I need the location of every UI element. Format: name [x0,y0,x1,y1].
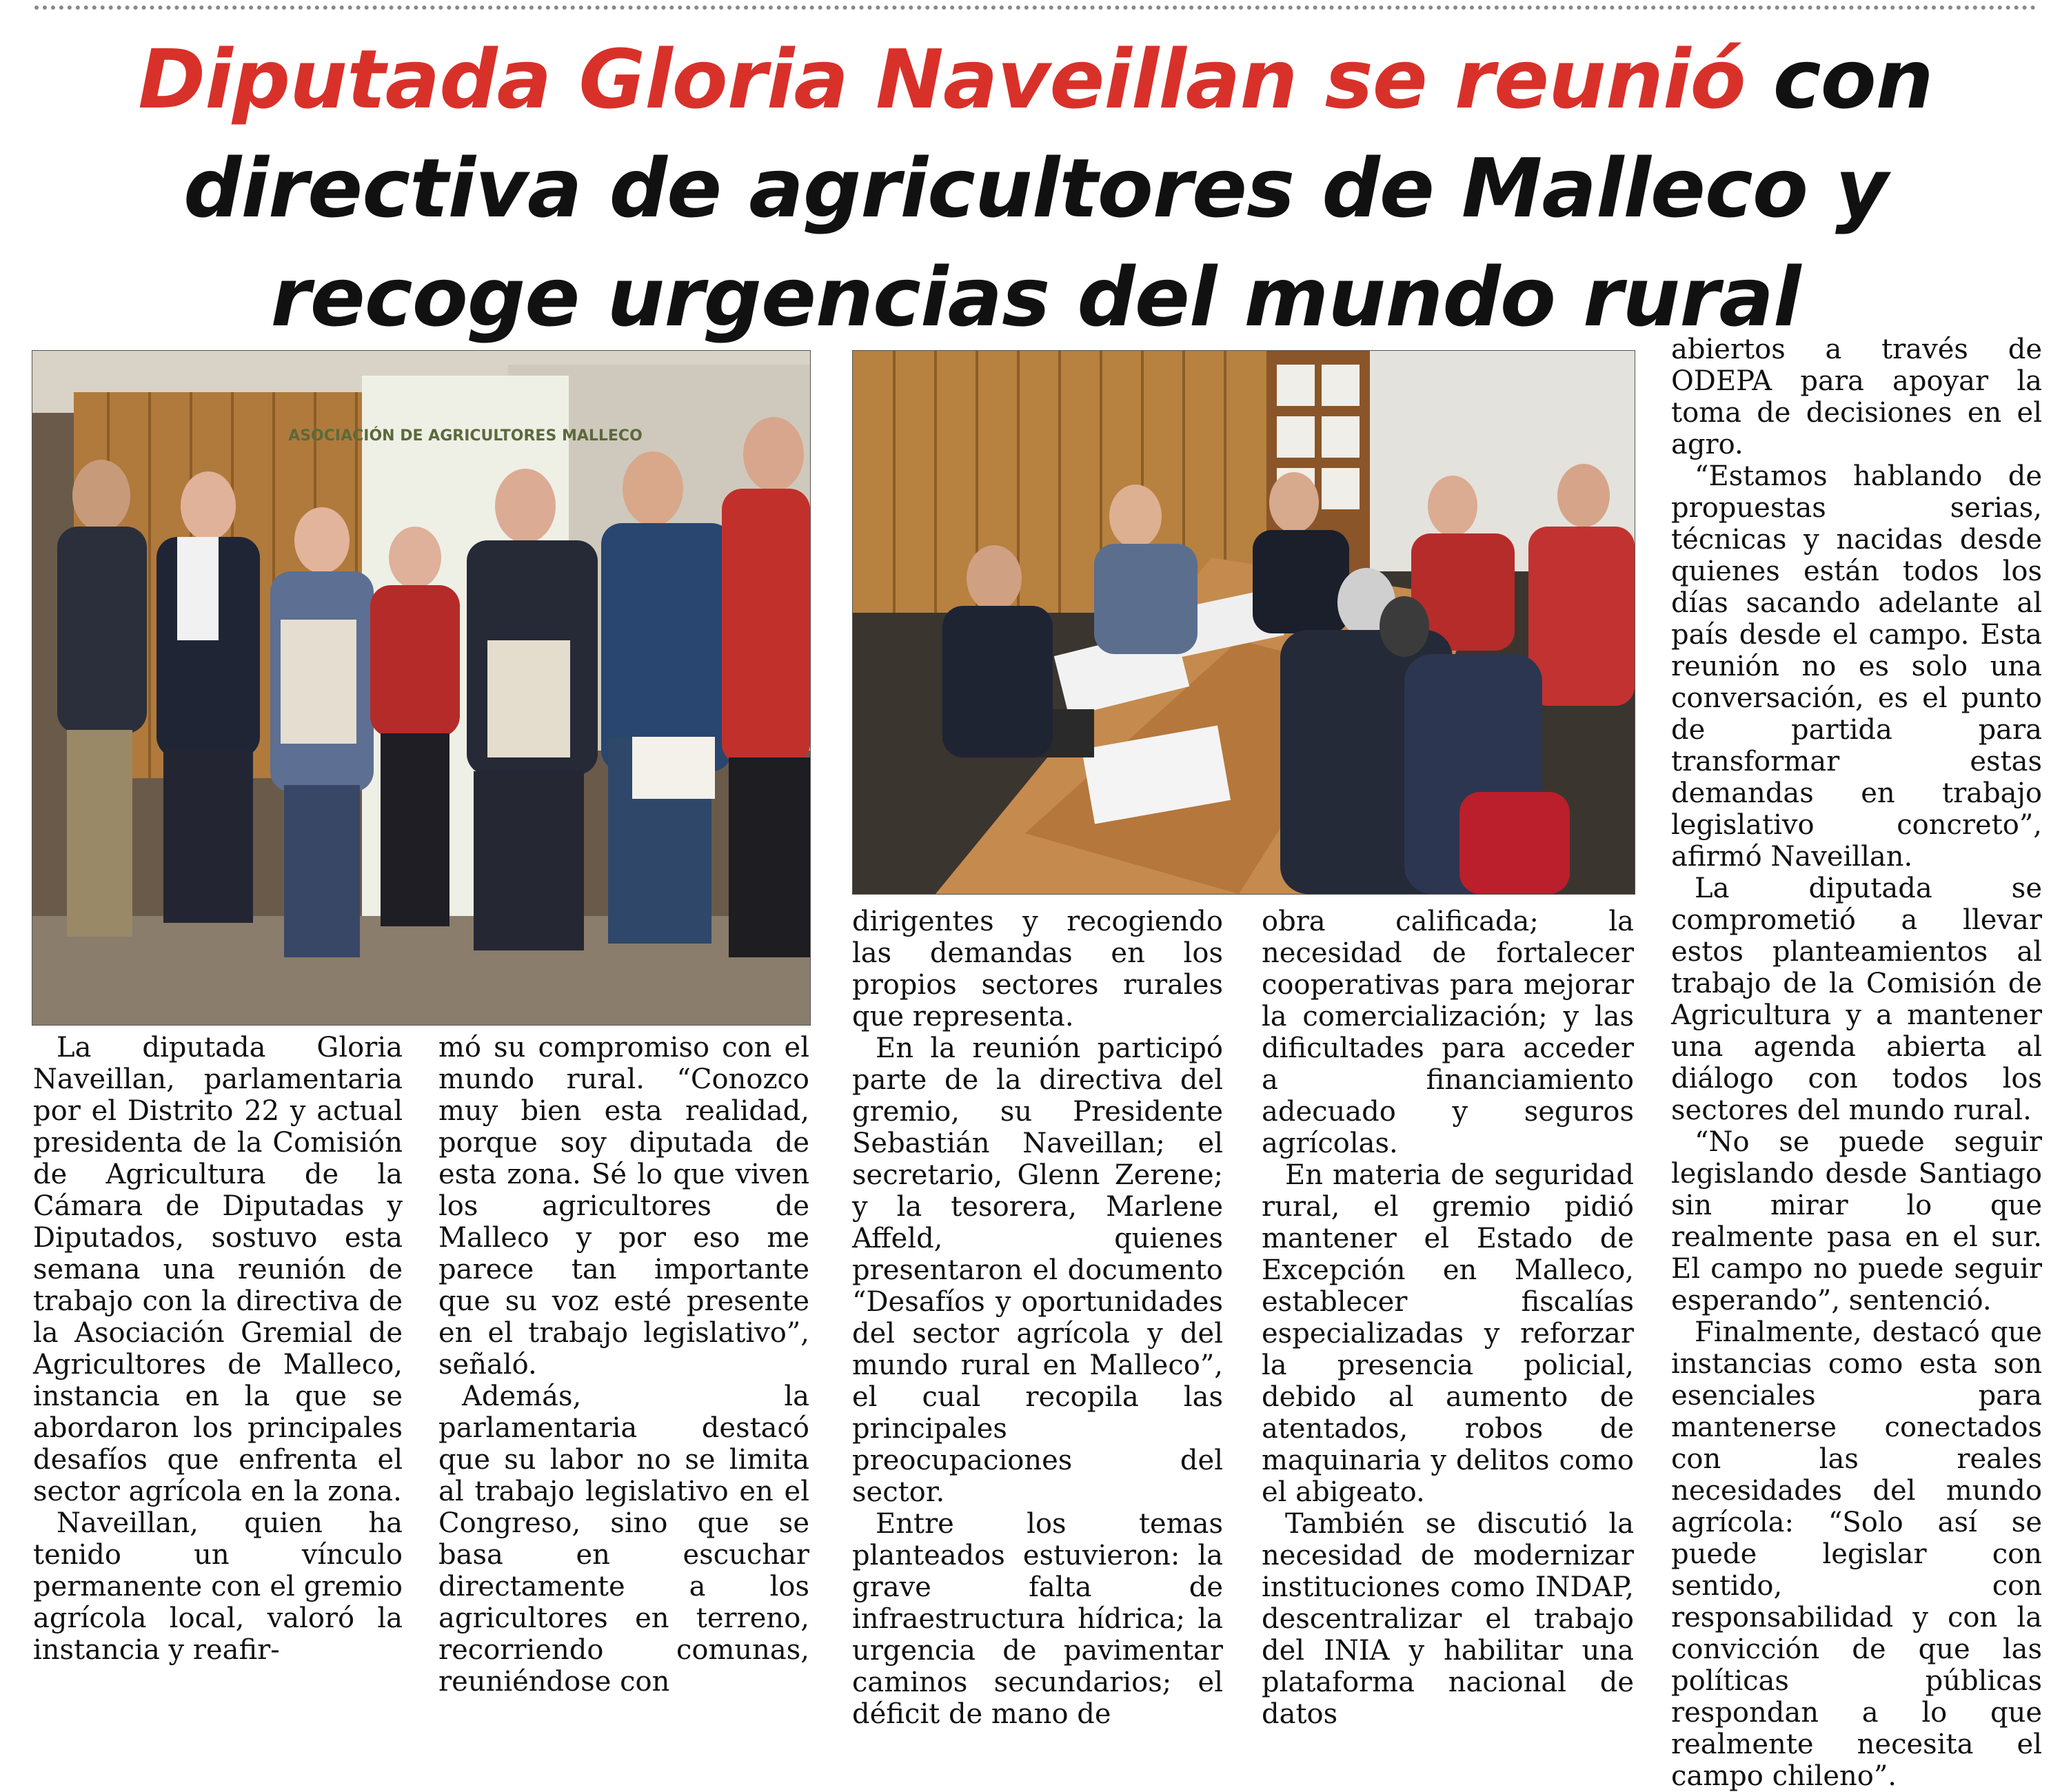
col3-paragraph: dirigentes y recogiendo las demandas en los propios sectores rurales que representa. [852,906,1223,1032]
headline-black-part: con directiva de agricultores de Malleco y recoge urgencias del mundo rural [183,32,1933,345]
column-4 [1262,906,1634,1730]
col5-paragraph: “Estamos hablando de propuestas serias, técnicas y nacidas desde quienes están todos los días sacando adelante al país desde el campo. Esta reunión no es solo una conversación, es el punto de partida para transformar estas demandas en trabajo legislativo concreto”, afirmó Naveillan. [1671,460,2042,873]
column-2 [438,1032,809,1698]
meeting-photo [852,350,1635,895]
col4-paragraph: En materia de seguridad rural, el gremio pidió mantener el Estado de Excepción en Malleco, establecer fiscalías especializadas y reforzar la presencia policial, debido al aumento de atentados, robos de maquinaria y delitos como el abigeato. [1262,1159,1634,1508]
col5-paragraph: abiertos a través de ODEPA para apoyar la toma de decisiones en el agro. [1671,334,2042,460]
col4-paragraph: También se discutió la necesidad de modernizar instituciones como INDAP, descentralizar el trabajo del INIA y habilitar una plataforma nacional de datos [1262,1508,1634,1730]
col4-paragraph: obra calificada; la necesidad de fortalecer cooperativas para mejorar la comercialización; y las dificultades para acceder a financiamiento adecuado y seguros agrícolas. [1262,906,1634,1159]
col5-paragraph: “No se puede seguir legislando desde Santiago sin mirar lo que realmente pasa en el sur. El campo no puede seguir esperando”, sentenció. [1671,1126,2042,1316]
top-dotted-rule [34,6,2037,10]
col5-paragraph: Finalmente, destacó que instancias como esta son esenciales para mantenerse conectados con las reales necesidades del mundo agrícola: “Solo así se puede legislar con sentido, con responsabilidad y con la convicción de que las políticas públicas respondan a lo que realmente necesita el campo chileno”. [1671,1316,2042,1792]
headline [28,25,2043,352]
col3-paragraph: Entre los temas planteados estuvieron: la grave falta de infraestructura hídrica; la urgencia de pavimentar caminos secundarios; el déficit de mano de [852,1508,1223,1730]
group-photo [32,350,811,1026]
col2-paragraph: Además, la parlamentaria destacó que su labor no se limita al trabajo legislativo en el Congreso, sino que se basa en escuchar directamente a los agricultores en terreno, recorriendo comunas, reuniéndose con [438,1381,809,1698]
col3-paragraph: En la reunión participó parte de la directiva del gremio, su Presidente Sebastián Naveillan; el secretario, Glenn Zerene; y la tesorera, Marlene Affeld, quienes presentaron el documento “Desafíos y oportunidades del sector agrícola y del mundo rural en Malleco”, el cual recopila las principales preocupaciones del sector. [852,1032,1223,1508]
column-5 [1671,334,2042,1792]
banner-text: ASOCIACIÓN DE AGRICULTORES MALLECO [288,427,643,445]
headline-red-part: Diputada Gloria Naveillan se reunió [138,32,1746,127]
col1-paragraph: La diputada Gloria Naveillan, parlamentaria por el Distrito 22 y actual presidenta de la Comisión de Agricultura de la Cámara de Diputadas y Diputados, sostuvo esta semana una reunión de trabajo con la directiva de la Asociación Gremial de Agricultores de Malleco, instancia en la que se abordaron los principales desafíos que enfrenta el sector agrícola en la zona. [33,1032,403,1507]
column-1 [33,1032,403,1666]
col5-paragraph: La diputada se comprometió a llevar estos planteamientos al trabajo de la Comisión de Agricultura y a mantener una agenda abierta al diálogo con todos los sectores del mundo rural. [1671,873,2042,1126]
column-3 [852,906,1223,1730]
col1-paragraph: Naveillan, quien ha tenido un vínculo permanente con el gremio agrícola local, valoró la instancia y reafir- [33,1507,403,1666]
col2-paragraph: mó su compromiso con el mundo rural. “Conozco muy bien esta realidad, porque soy diputada de esta zona. Sé lo que viven los agricultores de Malleco y por eso me parece tan importante que su voz esté presente en el trabajo legislativo”, señaló. [438,1032,809,1381]
